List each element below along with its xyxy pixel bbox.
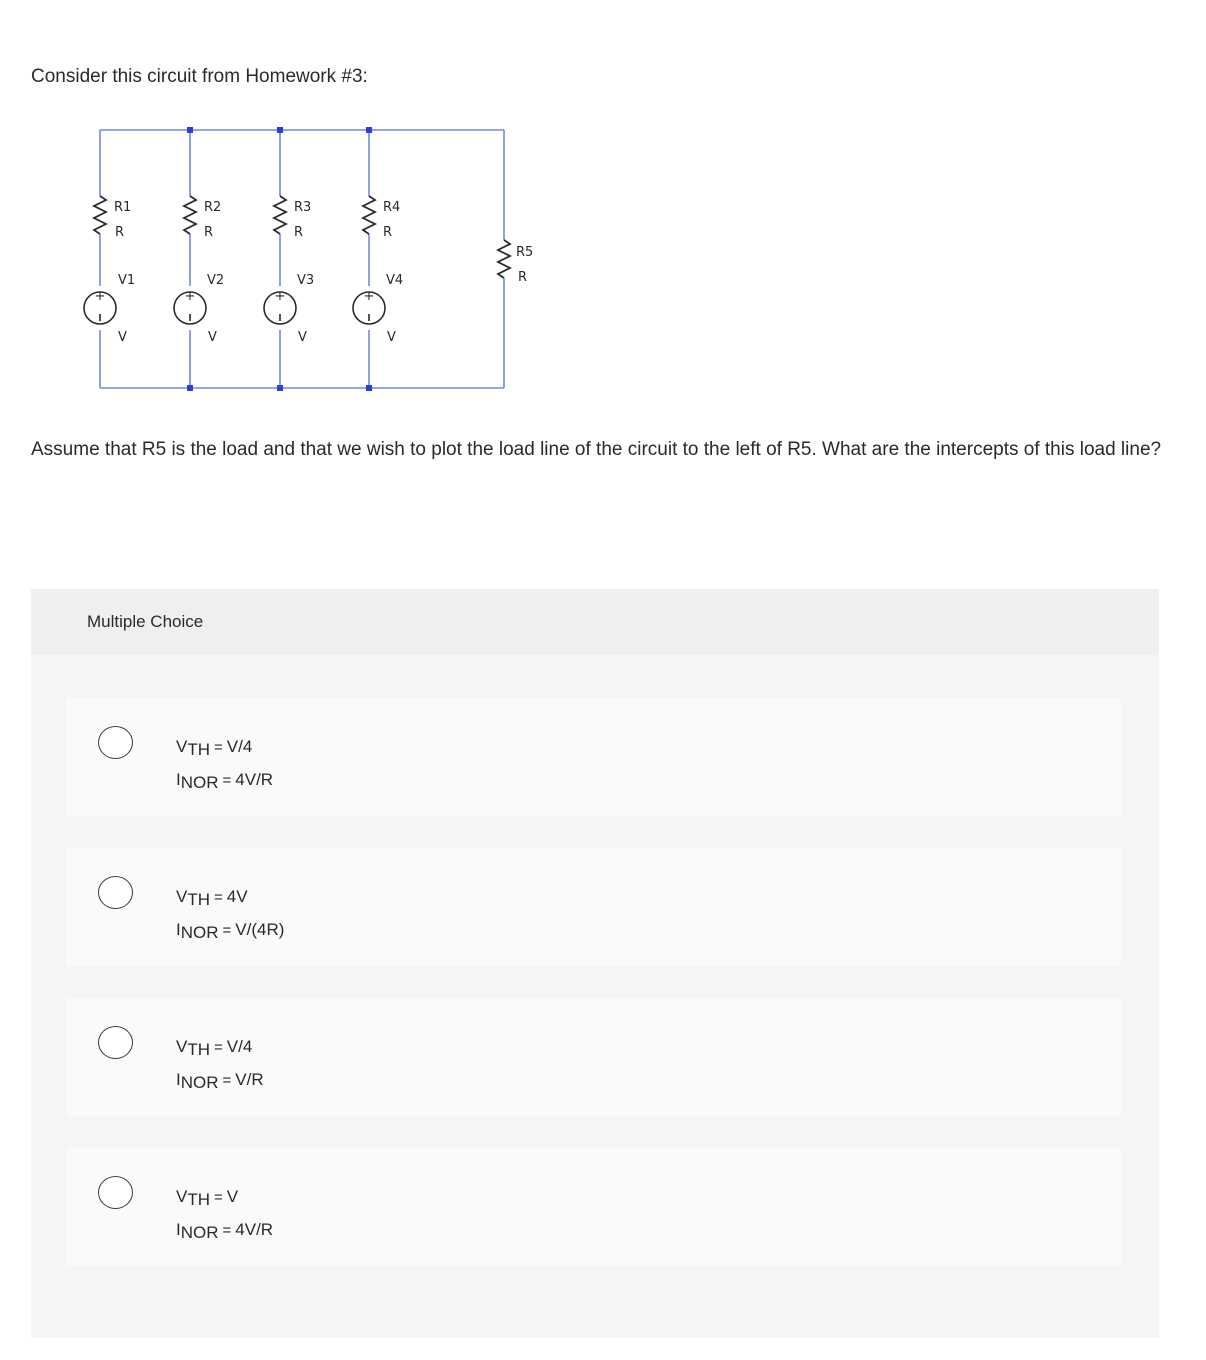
- source-value: V: [387, 330, 396, 345]
- multiple-choice-header: [31, 589, 1159, 655]
- inor-symbol: I: [176, 770, 181, 789]
- inor-line: [176, 1215, 273, 1248]
- resistor-name: R5: [516, 245, 534, 260]
- resistor-value: R: [383, 225, 393, 240]
- inor-symbol: I: [176, 920, 181, 939]
- plus-sign: +: [274, 289, 286, 304]
- answer-option-1[interactable]: [66, 698, 1121, 816]
- resistor-value: R: [294, 225, 304, 240]
- answer-option-3[interactable]: [66, 998, 1121, 1116]
- node: [366, 127, 372, 133]
- equals-sign: =: [214, 739, 223, 756]
- vth-symbol: V: [176, 887, 188, 906]
- intro-text: Consider this circuit from Homework #3:: [31, 66, 368, 87]
- resistor-name: R4: [383, 200, 401, 215]
- vth-value: 4V: [226, 887, 248, 906]
- vth-subscript: TH: [187, 1190, 211, 1209]
- vth-line: [176, 1182, 273, 1215]
- circuit-diagram: [70, 120, 534, 400]
- node: [277, 385, 283, 391]
- inor-symbol: I: [176, 1220, 181, 1239]
- equals-sign: =: [222, 772, 232, 789]
- answer-option-2[interactable]: [66, 848, 1121, 966]
- inor-line: [176, 765, 273, 798]
- resistor-name: R3: [294, 200, 312, 215]
- inor-subscript: NOR: [180, 923, 219, 942]
- multiple-choice-panel: [31, 589, 1159, 1338]
- inor-subscript: NOR: [180, 1223, 219, 1242]
- resistor-r2-symbol: [184, 196, 196, 234]
- vth-line: [176, 882, 284, 915]
- node: [366, 385, 372, 391]
- radio-button[interactable]: [98, 1026, 133, 1059]
- vth-symbol: V: [176, 737, 188, 756]
- node: [187, 127, 193, 133]
- plus-sign: +: [94, 289, 106, 304]
- vth-line: [176, 1032, 264, 1065]
- radio-button[interactable]: [98, 1176, 133, 1209]
- plus-sign: +: [363, 289, 375, 304]
- vth-symbol: V: [176, 1037, 188, 1056]
- resistor-name: R2: [204, 200, 222, 215]
- source-name: V2: [207, 273, 225, 288]
- option-text: [176, 1182, 273, 1248]
- resistor-r5-symbol: [498, 240, 510, 278]
- plus-sign: +: [184, 289, 196, 304]
- inor-value: V/(4R): [235, 920, 285, 939]
- source-name: V4: [386, 273, 404, 288]
- resistor-value: R: [115, 225, 125, 240]
- question-text: Assume that R5 is the load and that we wish to plot the load line of the circuit to the left of R5. What are the intercepts of this load line?: [31, 439, 1162, 460]
- inor-value: 4V/R: [235, 1220, 274, 1239]
- vth-line: [176, 732, 273, 765]
- equals-sign: =: [214, 1039, 223, 1056]
- source-value: V: [208, 330, 217, 345]
- resistor-value: R: [518, 270, 528, 285]
- answer-option-4[interactable]: [66, 1148, 1121, 1266]
- resistor-r3-symbol: [274, 196, 286, 234]
- source-name: V3: [297, 273, 315, 288]
- vth-subscript: TH: [187, 890, 211, 909]
- equals-sign: =: [214, 889, 223, 906]
- equals-sign: =: [222, 1072, 232, 1089]
- node: [187, 385, 193, 391]
- resistor-name: R1: [114, 200, 132, 215]
- source-value: V: [298, 330, 307, 345]
- vth-symbol: V: [176, 1187, 188, 1206]
- vth-value: V/4: [226, 1037, 253, 1056]
- vth-value: V/4: [226, 737, 253, 756]
- resistor-r1-symbol: [94, 196, 106, 234]
- inor-line: [176, 1065, 264, 1098]
- vth-subscript: TH: [187, 1040, 211, 1059]
- vth-subscript: TH: [187, 740, 211, 759]
- resistor-r4-symbol: [363, 196, 375, 234]
- inor-value: V/R: [235, 1070, 264, 1089]
- option-text: [176, 882, 284, 948]
- inor-value: 4V/R: [235, 770, 274, 789]
- source-name: V1: [118, 273, 136, 288]
- equals-sign: =: [222, 922, 232, 939]
- inor-line: [176, 915, 284, 948]
- resistor-value: R: [204, 225, 214, 240]
- multiple-choice-title: Multiple Choice: [87, 612, 204, 631]
- node: [277, 127, 283, 133]
- equals-sign: =: [222, 1222, 232, 1239]
- source-value: V: [118, 330, 127, 345]
- option-text: [176, 1032, 264, 1098]
- vth-value: V: [226, 1187, 239, 1206]
- inor-subscript: NOR: [180, 1073, 219, 1092]
- inor-subscript: NOR: [180, 773, 219, 792]
- option-text: [176, 732, 273, 798]
- equals-sign: =: [214, 1189, 223, 1206]
- inor-symbol: I: [176, 1070, 181, 1089]
- radio-button[interactable]: [98, 726, 133, 759]
- radio-button[interactable]: [98, 876, 133, 909]
